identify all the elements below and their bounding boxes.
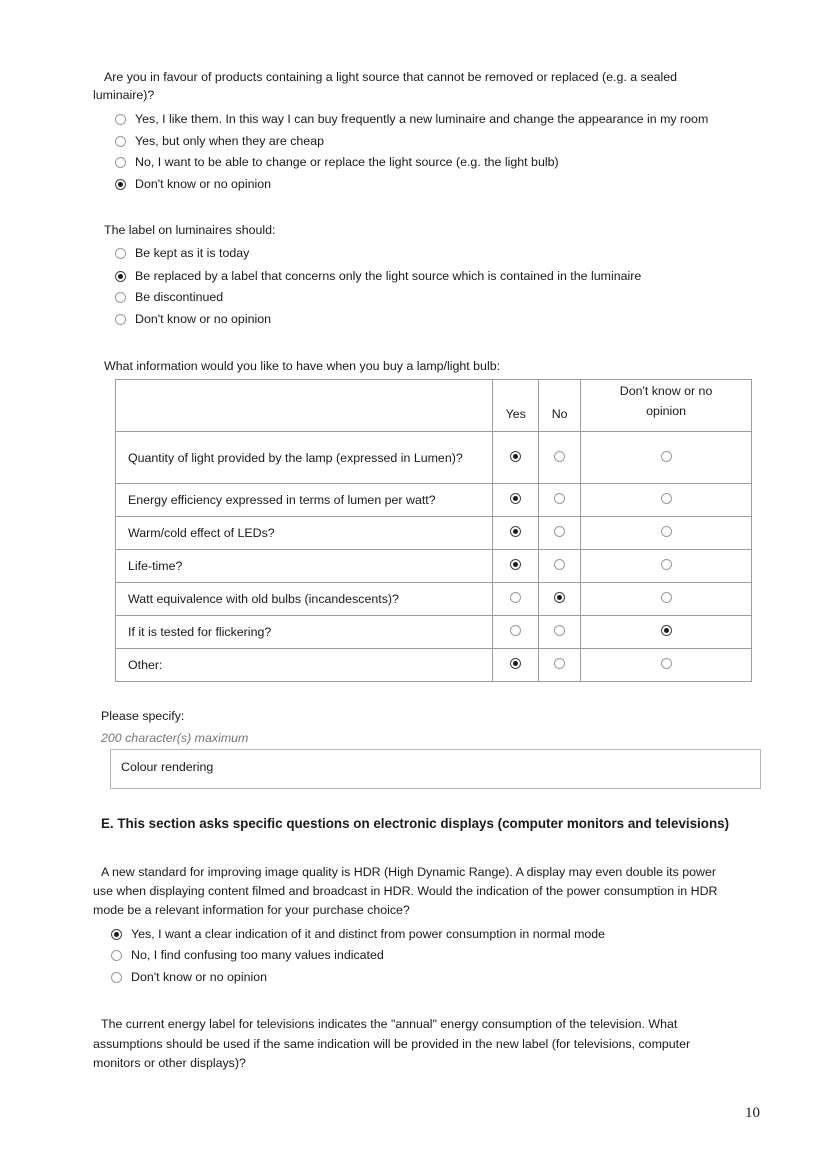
- q1-option-2-label: Yes, but only when they are cheap: [135, 134, 324, 148]
- q4-radio-3[interactable]: [111, 972, 122, 983]
- q5-question-line2: assumptions should be used if the same indication will be provided in the new label (for televisions, computer: [93, 1037, 691, 1051]
- col-dont-know: [581, 380, 752, 432]
- section-e-title: E. This section asks specific questions on electronic displays (computer monitors and televisions): [101, 816, 730, 831]
- cell-yes[interactable]: [493, 517, 539, 550]
- q4-option-2[interactable]: [111, 946, 384, 964]
- q1-radio-2[interactable]: [115, 136, 126, 147]
- page-number: 10: [745, 1105, 760, 1121]
- cell-no[interactable]: [539, 517, 581, 550]
- q4-option-3-label: Don't know or no opinion: [131, 970, 267, 984]
- q2-option-3-label: Be discontinued: [135, 290, 224, 304]
- table-row: [116, 616, 752, 649]
- grid-radio[interactable]: [661, 559, 672, 570]
- q1-question-cont: [93, 85, 154, 105]
- grid-radio[interactable]: [554, 526, 565, 537]
- q4-question-line1: A new standard for improving image quality is HDR (High Dynamic Range). A display may even double its power: [101, 865, 716, 879]
- q5-question-line1: The current energy label for televisions indicates the "annual" energy consumption of the television. What: [101, 1017, 678, 1031]
- row-label: Warm/cold effect of LEDs?: [116, 517, 493, 550]
- cell-dont-know[interactable]: [581, 432, 752, 484]
- cell-dont-know[interactable]: [581, 649, 752, 682]
- q2-option-1[interactable]: [115, 244, 249, 262]
- cell-yes[interactable]: [493, 616, 539, 649]
- cell-no[interactable]: [539, 583, 581, 616]
- q2-question: The label on luminaires should:: [104, 223, 276, 237]
- q4-option-1-label: Yes, I want a clear indication of it and distinct from power consumption in normal mode: [131, 927, 606, 941]
- specify-value: Colour rendering: [121, 760, 214, 774]
- q2-option-2[interactable]: [115, 267, 641, 285]
- row-label: Other:: [116, 649, 493, 682]
- grid-radio[interactable]: [510, 592, 521, 603]
- q2-radio-3[interactable]: [115, 292, 126, 303]
- cell-yes[interactable]: [493, 550, 539, 583]
- grid-radio[interactable]: [661, 493, 672, 504]
- q1-radio-4[interactable]: [115, 179, 126, 190]
- grid-radio[interactable]: [510, 625, 521, 636]
- row-label: Watt equivalence with old bulbs (incandescents)?: [116, 583, 493, 616]
- cell-yes[interactable]: [493, 432, 539, 484]
- q1-option-3[interactable]: [115, 153, 559, 171]
- row-label: Energy efficiency expressed in terms of lumen per watt?: [116, 484, 493, 517]
- grid-radio[interactable]: [554, 493, 565, 504]
- grid-radio[interactable]: [661, 592, 672, 603]
- q4-radio-2[interactable]: [111, 950, 122, 961]
- q2-radio-4[interactable]: [115, 314, 126, 325]
- q4-question-line2: use when displaying content filmed and broadcast in HDR. Would the indication of the power consumption in HDR: [93, 884, 718, 898]
- row-label: Quantity of light provided by the lamp (expressed in Lumen)?: [116, 432, 493, 484]
- table-row: [116, 432, 752, 484]
- cell-dont-know[interactable]: [581, 583, 752, 616]
- grid-radio[interactable]: [554, 592, 565, 603]
- specify-textarea[interactable]: [110, 749, 761, 789]
- q1-question-line1: Are you in favour of products containing a light source that cannot be removed or replaced (e.g. a sealed: [104, 70, 678, 84]
- grid-radio[interactable]: [510, 493, 521, 504]
- cell-dont-know[interactable]: [581, 484, 752, 517]
- q1-option-1[interactable]: [115, 110, 708, 128]
- cell-yes[interactable]: [493, 649, 539, 682]
- grid-radio[interactable]: [661, 451, 672, 462]
- q2-option-3[interactable]: [115, 288, 223, 306]
- grid-radio[interactable]: [554, 658, 565, 669]
- cell-no[interactable]: [539, 616, 581, 649]
- table-row: [116, 583, 752, 616]
- q3-question: What information would you like to have when you buy a lamp/light bulb:: [104, 359, 501, 373]
- q2-radio-2[interactable]: [115, 271, 126, 282]
- cell-yes[interactable]: [493, 484, 539, 517]
- q4-option-1[interactable]: [111, 925, 605, 943]
- grid-radio[interactable]: [661, 658, 672, 669]
- q2-option-2-label: Be replaced by a label that concerns only the light source which is contained in the luminaire: [135, 269, 642, 283]
- table-row: [116, 550, 752, 583]
- information-grid: [115, 379, 752, 682]
- cell-dont-know[interactable]: [581, 616, 752, 649]
- specify-label: Please specify:: [101, 709, 185, 723]
- grid-radio[interactable]: [554, 625, 565, 636]
- q2-option-4-label: Don't know or no opinion: [135, 312, 271, 326]
- cell-dont-know[interactable]: [581, 550, 752, 583]
- cell-no[interactable]: [539, 649, 581, 682]
- q1-option-3-label: No, I want to be able to change or replace the light source (e.g. the light bulb): [135, 155, 559, 169]
- col-yes: Yes: [493, 380, 539, 432]
- q4-option-2-label: No, I find confusing too many values indicated: [131, 948, 384, 962]
- grid-radio[interactable]: [510, 559, 521, 570]
- q1-option-4-label: Don't know or no opinion: [135, 177, 271, 191]
- q2-option-4[interactable]: [115, 310, 271, 328]
- grid-radio[interactable]: [510, 451, 521, 462]
- q1-radio-3[interactable]: [115, 157, 126, 168]
- cell-no[interactable]: [539, 484, 581, 517]
- q1-option-2[interactable]: [115, 132, 324, 150]
- grid-radio[interactable]: [661, 625, 672, 636]
- cell-dont-know[interactable]: [581, 517, 752, 550]
- grid-radio[interactable]: [554, 451, 565, 462]
- row-label: If it is tested for flickering?: [116, 616, 493, 649]
- q4-option-3[interactable]: [111, 968, 267, 986]
- q1-question-line2: luminaire)?: [93, 88, 155, 102]
- cell-no[interactable]: [539, 550, 581, 583]
- q1-question: [104, 67, 677, 87]
- q4-radio-1[interactable]: [111, 929, 122, 940]
- grid-radio[interactable]: [510, 526, 521, 537]
- table-row: [116, 649, 752, 682]
- col-no: No: [539, 380, 581, 432]
- grid-radio[interactable]: [554, 559, 565, 570]
- grid-header-blank: [116, 380, 493, 432]
- cell-yes[interactable]: [493, 583, 539, 616]
- q4-question-line3: mode be a relevant information for your purchase choice?: [93, 903, 410, 917]
- grid-radio[interactable]: [661, 526, 672, 537]
- q5-question-line3: monitors or other displays)?: [93, 1056, 246, 1070]
- q1-option-4[interactable]: [115, 175, 271, 193]
- cell-no[interactable]: [539, 432, 581, 484]
- q2-radio-1[interactable]: [115, 248, 126, 259]
- grid-header-row: [116, 380, 752, 432]
- q1-option-1-label: Yes, I like them. In this way I can buy frequently a new luminaire and change the appearance in my room: [135, 112, 709, 126]
- q1-radio-1[interactable]: [115, 114, 126, 125]
- col-dont-know-label: Don't know or no opinion: [619, 384, 713, 418]
- specify-limit: 200 character(s) maximum: [101, 731, 249, 745]
- table-row: [116, 484, 752, 517]
- row-label: Life-time?: [116, 550, 493, 583]
- table-row: [116, 517, 752, 550]
- q2-option-1-label: Be kept as it is today: [135, 246, 250, 260]
- grid-radio[interactable]: [510, 658, 521, 669]
